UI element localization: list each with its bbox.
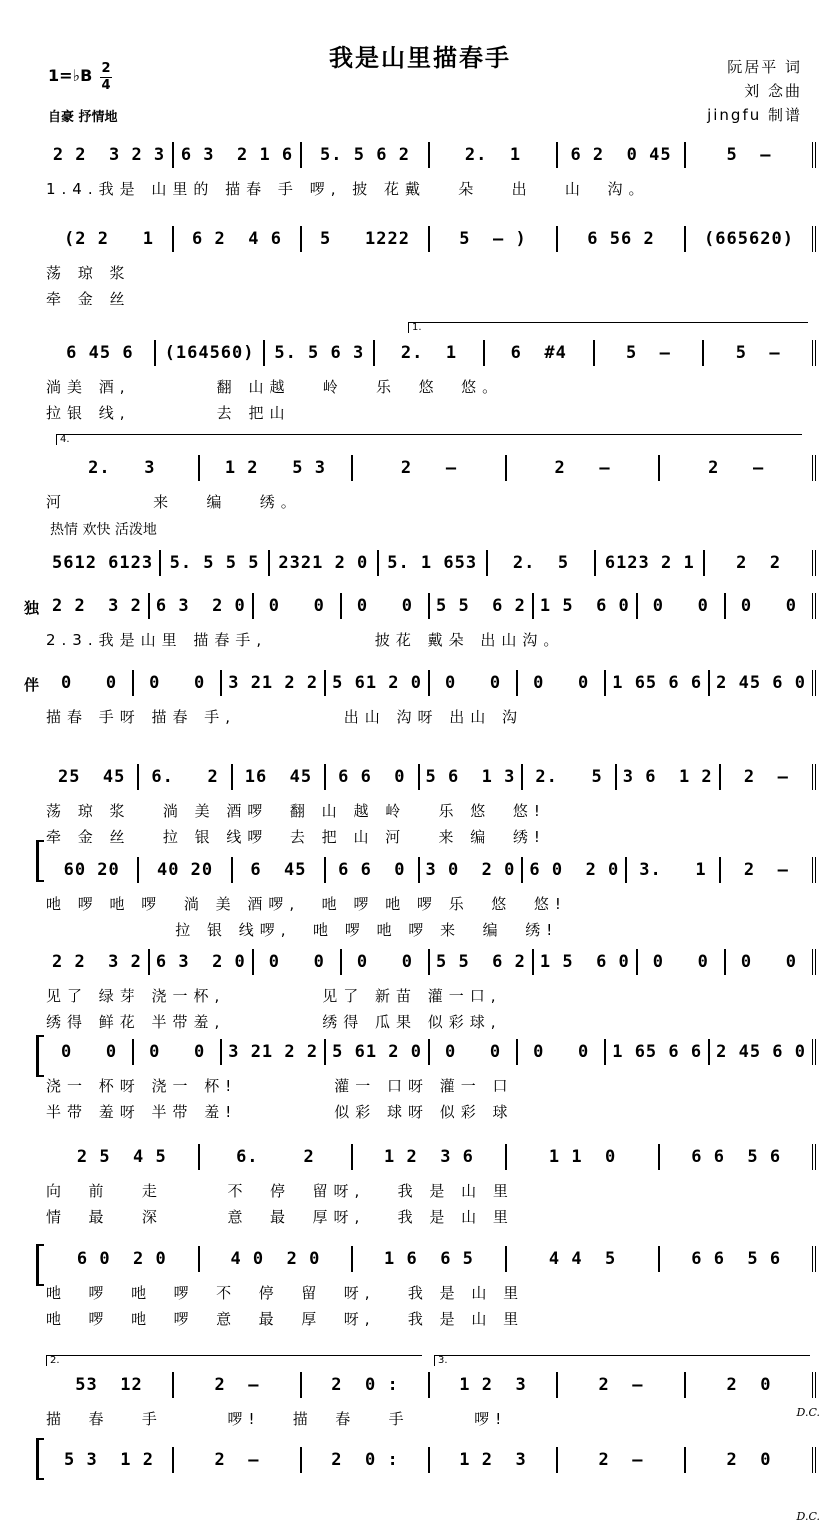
measure: 1 2 5 3 — [200, 455, 354, 481]
key-signature: 1=♭B — [48, 66, 93, 85]
measure: 2 2 3 2 — [46, 949, 150, 975]
measure: 0 0 — [46, 670, 134, 696]
measure: 6 #4 — [485, 340, 595, 366]
measure: (164560) — [156, 340, 266, 366]
measure: 0 0 — [254, 593, 342, 619]
measure: 3 21 2 2 — [222, 670, 326, 696]
measure: 2 – — [353, 455, 507, 481]
dc-mark-1: D.C. — [796, 1406, 820, 1419]
lyric-line: 吔 啰 吔 啰 意 最 厚 呀, 我 是 山 里 — [46, 1309, 525, 1328]
solo-label: 独 — [24, 599, 40, 617]
notes-row — [46, 1244, 816, 1274]
measure: 1 5 6 0 — [534, 949, 638, 975]
measure: 5 3 1 2 — [46, 1447, 174, 1473]
lyric-line: 浇一 杯呀 浇一 杯! 灌一 口呀 灌一 口 — [46, 1076, 514, 1095]
measure: 2 45 6 0 — [710, 1039, 816, 1065]
measure: 6 0 2 0 — [46, 1246, 200, 1272]
volta-first: 1. — [408, 322, 808, 333]
measure: 6 6 0 — [326, 857, 419, 883]
measure: 0 0 — [342, 593, 430, 619]
measure: 0 0 — [726, 593, 816, 619]
measure: 0 0 — [430, 670, 518, 696]
notes-row — [46, 591, 816, 621]
volta-third: 3. — [434, 1355, 810, 1366]
measure: 6 3 2 0 — [150, 949, 254, 975]
measure: (2 2 1 — [46, 226, 174, 252]
brace-3 — [36, 1244, 44, 1286]
notes-row — [46, 668, 816, 698]
measure: 5 5 6 2 — [430, 949, 534, 975]
lyric-line: 河 来 编 绣。 — [46, 492, 302, 511]
measure: 5. 1 653 — [379, 550, 488, 576]
measure: 1 2 3 — [430, 1447, 558, 1473]
measure: 2 2 — [705, 550, 816, 576]
lyricist-credit: 阮居平 词 — [727, 58, 802, 76]
brace-1 — [36, 840, 44, 882]
composer-credit: 刘 念曲 — [744, 82, 802, 100]
measure: 0 0 — [342, 949, 430, 975]
measure: 0 0 — [134, 670, 222, 696]
measure: 2 – — [507, 455, 661, 481]
measure: 5 61 2 0 — [326, 1039, 430, 1065]
brace-4 — [36, 1438, 44, 1480]
measure: 2. 5 — [523, 764, 616, 790]
measure: 0 0 — [134, 1039, 222, 1065]
notes-row — [46, 224, 816, 254]
measure: 3 21 2 2 — [222, 1039, 326, 1065]
measure: 2 5 4 5 — [46, 1144, 200, 1170]
lyric-line: 向 前 走 不 停 留呀, 我 是 山 里 — [46, 1181, 514, 1200]
measure: 3. 1 — [627, 857, 720, 883]
measure: 60 20 — [46, 857, 139, 883]
notes-row — [46, 453, 816, 483]
lyric-line: 淌美 酒, 翻 山越 岭 乐 悠 悠。 — [46, 377, 504, 396]
measure: 0 0 — [518, 670, 606, 696]
measure: 2 – — [558, 1447, 686, 1473]
volta-fourth: 4. — [56, 434, 802, 445]
measure: 2 – — [660, 455, 816, 481]
measure: 6 2 4 6 — [174, 226, 302, 252]
measure: 2 0 — [686, 1447, 816, 1473]
measure: 0 0 — [254, 949, 342, 975]
measure: 1 5 6 0 — [534, 593, 638, 619]
lyric-line: 拉 银 线啰, 吔 啰 吔 啰 来 编 绣! — [46, 920, 559, 939]
measure: 0 0 — [518, 1039, 606, 1065]
measure: 2. 1 — [375, 340, 485, 366]
tempo-intro: 自豪 抒情地 — [48, 110, 118, 125]
notes-row — [46, 338, 816, 368]
measure: 25 45 — [46, 764, 139, 790]
lyric-line: 荡 琼 浆 淌 美 酒啰 翻 山 越 岭 乐 悠 悠! — [46, 801, 546, 820]
measure: 5612 6123 — [46, 550, 161, 576]
measure: 4 0 2 0 — [200, 1246, 354, 1272]
measure: 5. 5 6 3 — [265, 340, 375, 366]
measure: 5 – — [704, 340, 816, 366]
transcriber-credit: jingfu 制谱 — [707, 106, 802, 124]
measure: 2 0 — [686, 1372, 816, 1398]
measure: 5 5 6 2 — [430, 593, 534, 619]
measure: 2 0 : — [302, 1372, 430, 1398]
lyric-line: 荡 琼 浆 — [46, 263, 131, 282]
lyric-line: 描 春 手 啰! 描 春 手 啰! — [46, 1409, 508, 1428]
measure: 5. 5 6 2 — [302, 142, 430, 168]
notes-row — [46, 1445, 816, 1475]
measure: 6 2 0 45 — [558, 142, 686, 168]
measure: 2. 3 — [46, 455, 200, 481]
measure: 6 3 2 0 — [150, 593, 254, 619]
notes-row — [46, 762, 816, 792]
measure: 2. 1 — [430, 142, 558, 168]
volta-second: 2. — [46, 1355, 422, 1366]
measure: 1 1 0 — [507, 1144, 661, 1170]
measure: 2. 5 — [488, 550, 597, 576]
measure: 5 – — [686, 142, 816, 168]
measure: 2321 2 0 — [270, 550, 379, 576]
measure: 2 – — [558, 1372, 686, 1398]
measure: 3 0 2 0 — [420, 857, 524, 883]
measure: 2 2 3 2 3 — [46, 142, 174, 168]
measure: 6 6 5 6 — [660, 1246, 816, 1272]
measure: 0 0 — [726, 949, 816, 975]
lyric-line: 描春 手呀 描春 手, 出山 沟呀 出山 沟 — [46, 707, 524, 726]
brace-2 — [36, 1035, 44, 1077]
notes-row — [46, 855, 816, 885]
measure: 6 45 6 — [46, 340, 156, 366]
measure: 6 3 2 1 6 — [174, 142, 302, 168]
meter-top: 2 — [101, 61, 111, 76]
accompany-label: 伴 — [24, 676, 40, 694]
lyric-line: 吔 啰 吔 啰 淌 美 酒啰, 吔 啰 吔 啰 乐 悠 悠! — [46, 894, 567, 913]
measure: 2 – — [174, 1447, 302, 1473]
measure: 0 0 — [638, 949, 726, 975]
measure: 5 6 1 3 — [420, 764, 524, 790]
lyric-line: 2.3.我是山里 描春手, 披花 戴朵 出山沟。 — [46, 630, 565, 649]
notes-row — [46, 1142, 816, 1172]
lyric-line: 见了 绿芽 浇一杯, 见了 新苗 灌一口, — [46, 986, 502, 1005]
measure: 1 2 3 6 — [353, 1144, 507, 1170]
lyric-line: 绣得 鲜花 半带羞, 绣得 瓜果 似彩球, — [46, 1012, 502, 1031]
measure: 0 0 — [638, 593, 726, 619]
measure: 2 2 3 2 — [46, 593, 150, 619]
measure: 2 0 : — [302, 1447, 430, 1473]
lyric-line: 拉银 线, 去 把山 — [46, 403, 291, 422]
measure: 5 – — [595, 340, 705, 366]
measure: 6 56 2 — [558, 226, 686, 252]
measure: 0 0 — [46, 1039, 134, 1065]
lyric-line: 情 最 深 意 最 厚呀, 我 是 山 里 — [46, 1207, 514, 1226]
measure: 5. 5 5 5 — [161, 550, 270, 576]
song-title: 我是山里描春手 — [329, 43, 511, 72]
measure: 5 61 2 0 — [326, 670, 430, 696]
measure: 6. 2 — [139, 764, 232, 790]
lyric-line: 半带 羞呀 半带 羞! 似彩 球呀 似彩 球 — [46, 1102, 514, 1121]
notes-row — [46, 548, 816, 578]
measure: 6 6 5 6 — [660, 1144, 816, 1170]
notes-row — [46, 140, 816, 170]
measure: 5 – ) — [430, 226, 558, 252]
measure: 2 – — [174, 1372, 302, 1398]
lyric-line: 吔 啰 吔 啰 不 停 留 呀, 我 是 山 里 — [46, 1283, 525, 1302]
dc-mark-2: D.C. — [796, 1510, 820, 1523]
measure: 40 20 — [139, 857, 232, 883]
measure: 6 6 0 — [326, 764, 419, 790]
lyric-line: 1.4.我是 山里的 描春 手 啰, 披 花戴 朵 出 山 沟。 — [46, 179, 650, 198]
meter-bottom: 4 — [101, 78, 111, 93]
measure: 5 1222 — [302, 226, 430, 252]
measure: 1 2 3 — [430, 1372, 558, 1398]
measure: 6. 2 — [200, 1144, 354, 1170]
lyric-line: 牵 金 丝 — [46, 289, 131, 308]
lyric-line: 牵 金 丝 拉 银 线啰 去 把 山 河 来 编 绣! — [46, 827, 546, 846]
measure: 3 6 1 2 — [617, 764, 721, 790]
measure: 4 4 5 — [507, 1246, 661, 1272]
measure: 2 – — [721, 764, 816, 790]
measure: 6 45 — [233, 857, 326, 883]
measure: 6 0 2 0 — [523, 857, 627, 883]
measure: 6123 2 1 — [596, 550, 705, 576]
tempo-middle: 热情 欢快 活泼地 — [50, 522, 157, 538]
measure: 16 45 — [233, 764, 326, 790]
measure: 0 0 — [430, 1039, 518, 1065]
measure: 1 6 6 5 — [353, 1246, 507, 1272]
measure: 1 65 6 6 — [606, 1039, 710, 1065]
measure: (665620) — [686, 226, 816, 252]
measure: 2 45 6 0 — [710, 670, 816, 696]
time-signature — [100, 62, 112, 93]
notes-row — [46, 947, 816, 977]
measure: 2 – — [721, 857, 816, 883]
measure: 53 12 — [46, 1372, 174, 1398]
measure: 1 65 6 6 — [606, 670, 710, 696]
notes-row — [46, 1370, 816, 1400]
notes-row — [46, 1037, 816, 1067]
